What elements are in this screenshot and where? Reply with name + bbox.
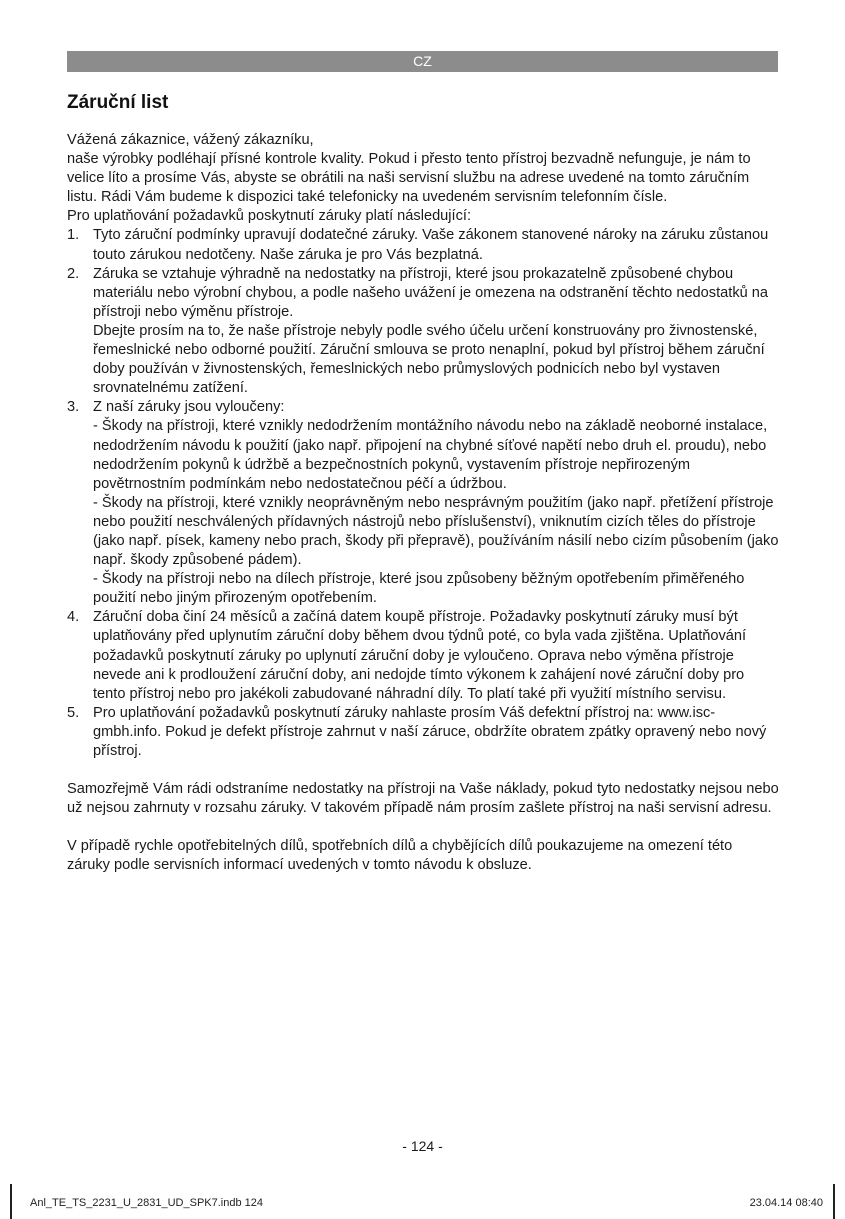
crop-mark-right — [833, 1184, 835, 1219]
list-item-3 — [67, 398, 779, 608]
list-paragraph: - Škody na přístroji, které vznikly neoprávněným nebo nesprávným použitím (jako např. přetížení přístroje nebo použití neschválených přídavných nástrojů nebo příslušenství), vniknutím cizích těles do přístroje (jako např. písek, kameny nebo prach, škody při přepravě), používáním násilí nebo cizím působením (jako např. škody způsobené pádem). — [93, 494, 779, 569]
list-item-1 — [67, 226, 779, 264]
list-paragraph: Dbejte prosím na to, že naše přístroje nebyly podle svého účelu určení konstruovány pro živnostenské, řemeslnické nebo odborné použití. Záruční smlouva se proto nenaplní, pokud byl přístroj během záruční doby používán v živnostenských, řemeslnických nebo průmyslových podnicích nebo byl vystaven srovnatelnému zatížení. — [93, 322, 765, 397]
closing-paragraph: Samozřejmě Vám rádi odstraníme nedostatky na přístroji na Vaše náklady, pokud tyto nedostatky nejsou nebo už nejsou zahrnuty v rozsahu záruky. V takovém případě nám prosím zašlete přístroj na naši servisní adresu. — [67, 781, 779, 817]
page-title: Záruční list — [67, 92, 169, 113]
language-tab: CZ — [67, 51, 778, 72]
list-paragraph: Tyto záruční podmínky upravují dodatečné záruky. Vaše zákonem stanovené nároky na záruku zůstanou touto zárukou nedotčeny. Naše záruka je pro Vás bezplatná. — [93, 227, 769, 263]
warranty-conditions-list — [67, 226, 779, 761]
list-paragraph: Záruční doba činí 24 měsíců a začíná datem koupě přístroje. Požadavky poskytnutí záruky musí být uplatňovány před uplynutím záruční doby během dvou týdnů poté, co byla vada zjištěna. Uplatňování požadavků poskytnutí záruky po uplynutí záruční doby je vyloučeno. Oprava nebo výměna přístroje nevede ani k prodloužení záruční doby, ani nedojde tímto výkonem k zahájení nové záruční doby pro tento přístroj nebo pro jakékoli zabudované náhradní díly. To platí také při využití místního servisu. — [93, 609, 747, 702]
list-paragraph: Záruka se vztahuje výhradně na nedostatky na přístroji, které jsou prokazatelně způsobené chybou materiálu nebo výrobní chybou, a podle našeho uvážení je omezena na odstranění těchto nedostatků na přístroji nebo výměnu přístroje. — [93, 265, 769, 320]
closing-paragraph: V případě rychle opotřebitelných dílů, spotřebních dílů a chybějících dílů poukazujeme na omezení této záruky podle servisních informací uvedených v tomto návodu k obsluze. — [67, 838, 733, 874]
warranty-text — [67, 131, 779, 875]
page-number: - 124 - — [402, 1138, 443, 1154]
list-number: 1. — [67, 227, 80, 244]
list-item-5 — [67, 704, 779, 761]
list-number: 4. — [67, 609, 80, 626]
list-item-2 — [67, 265, 779, 399]
salutation: Vážená zákaznice, vážený zákazníku, — [67, 132, 314, 148]
list-paragraph: Z naší záruky jsou vyloučeny: — [93, 399, 285, 416]
list-paragraph: - Škody na přístroji, které vznikly nedodržením montážního návodu nebo na základě neoborné instalace, nedodržením návodu k použití (jako např. připojení na chybné síťové napětí nebo druh el. proudu), nebo nedodržením pokynů k údržbě a bezpečnostních pokynů, vystavením přístroje nepřirozeným povětrnostním podmínkám nebo nedostatečnou péčí a údržbou. — [93, 418, 768, 492]
print-timestamp: 23.04.14 08:40 — [749, 1197, 823, 1209]
crop-mark-left — [10, 1184, 12, 1219]
file-info: Anl_TE_TS_2231_U_2831_UD_SPK7.indb 124 — [30, 1197, 263, 1209]
list-number: 3. — [67, 399, 80, 416]
list-number: 5. — [67, 704, 80, 721]
list-paragraph: Pro uplatňování požadavků poskytnutí záruky nahlaste prosím Váš defektní přístroj na: www.isc-gmbh.info. Pokud je defekt přístroje zahrnut v naší záruce, obdržíte obratem zpátky opravený nebo nový přístroj. — [93, 704, 767, 759]
list-item-4 — [67, 608, 779, 703]
list-paragraph: - Škody na přístroji nebo na dílech přístroje, které jsou způsobeny běžným opotřebením přiměřeného použití nebo jiným přirozeným opotřebením. — [93, 571, 745, 607]
list-number: 2. — [67, 265, 80, 282]
intro-paragraph: naše výrobky podléhají přísné kontrole kvality. Pokud i přesto tento přístroj bezvadně nefunguje, je nám to velice líto a prosíme Vás, abyste se obrátili na naši servisní službu na adrese uvedené na tomto záručním listu. Rádi Vám budeme k dispozici také telefonicky na uvedeném servisním telefonním čísle. — [67, 151, 751, 206]
conditions-lead: Pro uplatňování požadavků poskytnutí záruky platí následující: — [67, 208, 472, 225]
